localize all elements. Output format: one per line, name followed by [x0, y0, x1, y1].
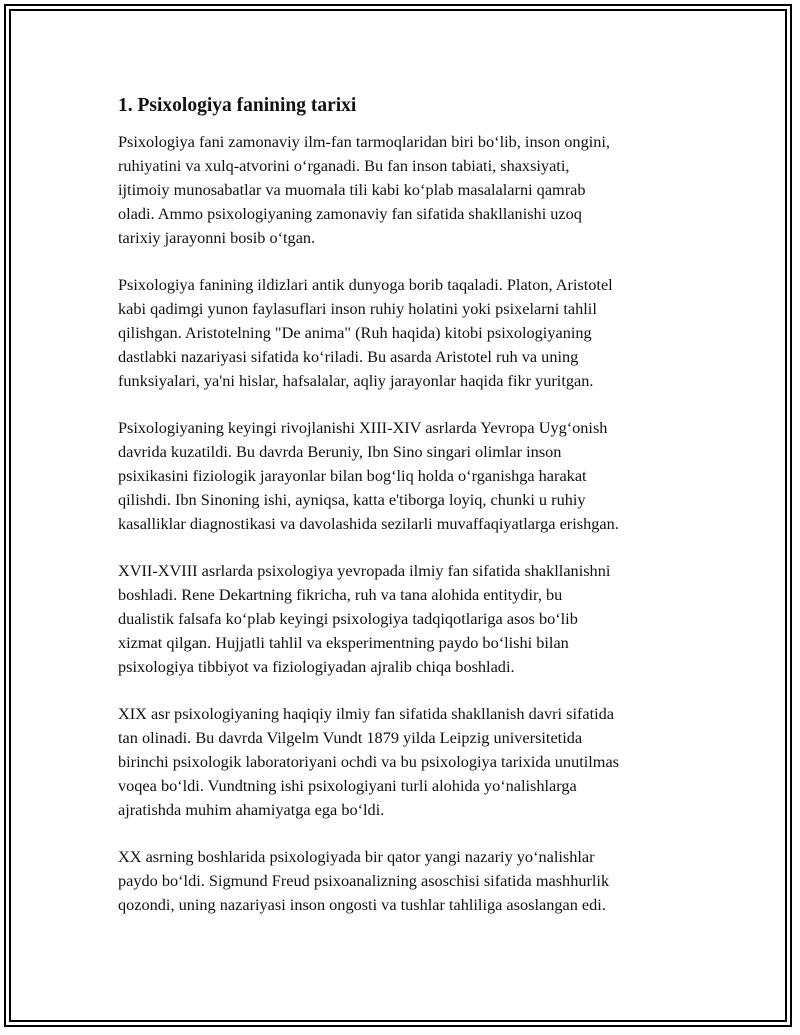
text-line: dastlabki nazariyasi sifatida ko‘riladi. Bu asarda Aristotel ruh va uning	[118, 347, 579, 366]
text-line: XIX asr psixologiyaning haqiqiy ilmiy fan sifatida shakllanish davri sifatida	[118, 704, 615, 723]
paragraph-20-century	[118, 845, 698, 917]
document-body	[118, 92, 698, 940]
text-line: oladi. Ammo psixologiyaning zamonaviy fan sifatida shakllanishi uzoq	[118, 204, 582, 223]
text-line: qozondi, uning nazariyasi inson ongosti va tushlar tahliliga asoslangan edi.	[118, 895, 606, 914]
paragraph-17-18-century	[118, 559, 698, 679]
text-line: ijtimoiy munosabatlar va muomala tili kabi ko‘plab masalalarni qamrab	[118, 180, 586, 199]
text-line: paydo bo‘ldi. Sigmund Freud psixoanalizning asoschisi sifatida mashhurlik	[118, 871, 610, 890]
text-line: XX asrning boshlarida psixologiyada bir qator yangi nazariy yo‘nalishlar	[118, 847, 595, 866]
text-line: ruhiyatini va xulq-atvorini o‘rganadi. Bu fan inson tabiati, shaxsiyati,	[118, 156, 570, 175]
text-line: xizmat qilgan. Hujjatli tahlil va eksperimentning paydo bo‘lishi bilan	[118, 633, 569, 652]
text-line: funksiyalari, ya'ni hislar, hafsalalar, aqliy jarayonlar haqida fikr yuritgan.	[118, 371, 594, 390]
text-line: tarixiy jarayonni bosib o‘tgan.	[118, 228, 316, 247]
paragraph-renaissance	[118, 416, 698, 536]
text-line: qilishdi. Ibn Sinoning ishi, ayniqsa, katta e'tiborga loyiq, chunki u ruhiy	[118, 490, 586, 509]
paragraph-19-century	[118, 702, 698, 822]
paragraph-antiquity	[118, 273, 698, 393]
text-line: davrida kuzatildi. Bu davrda Beruniy, Ibn Sino singari olimlar inson	[118, 442, 562, 461]
text-line: Psixologiya fanining ildizlari antik dunyoga borib taqaladi. Platon, Aristotel	[118, 275, 613, 294]
text-line: qilishgan. Aristotelning "De anima" (Ruh haqida) kitobi psixologiyaning	[118, 323, 592, 342]
text-line: birinchi psixologik laboratoriyani ochdi va bu psixologiya tarixida unutilmas	[118, 752, 620, 771]
text-line: ajratishda muhim ahamiyatga ega bo‘ldi.	[118, 800, 385, 819]
text-line: tan olinadi. Bu davrda Vilgelm Vundt 1879 yilda Leipzig universitetida	[118, 728, 583, 747]
section-heading: 1. Psixologiya fanining tarixi	[118, 95, 357, 116]
text-line: boshladi. Rene Dekartning fikricha, ruh va tana alohida entitydir, bu	[118, 585, 563, 604]
text-line: dualistik falsafa ko‘plab keyingi psixologiya tadqiqotlariga asos bo‘lib	[118, 609, 578, 628]
text-line: XVII-XVIII asrlarda psixologiya yevropada ilmiy fan sifatida shakllanishni	[118, 561, 611, 580]
text-line: kabi qadimgi yunon faylasuflari inson ruhiy holatini yoki psixelarni tahlil	[118, 299, 597, 318]
text-line: voqea bo‘ldi. Vundtning ishi psixologiyani turli alohida yo‘nalishlarga	[118, 776, 577, 795]
text-line: psixikasini fiziologik jarayonlar bilan bog‘liq holda o‘rganishga harakat	[118, 466, 587, 485]
text-line: Psixologiya fani zamonaviy ilm-fan tarmoqlaridan biri bo‘lib, inson ongini,	[118, 132, 610, 151]
text-line: kasalliklar diagnostikasi va davolashida sezilarli muvaffaqiyatlarga erishgan.	[118, 514, 619, 533]
paragraph-intro	[118, 130, 698, 250]
text-line: psixologiya tibbiyot va fiziologiyadan ajralib chiqa boshladi.	[118, 657, 515, 676]
text-line: Psixologiyaning keyingi rivojlanishi XIII-XIV asrlarda Yevropa Uyg‘onish	[118, 418, 608, 437]
